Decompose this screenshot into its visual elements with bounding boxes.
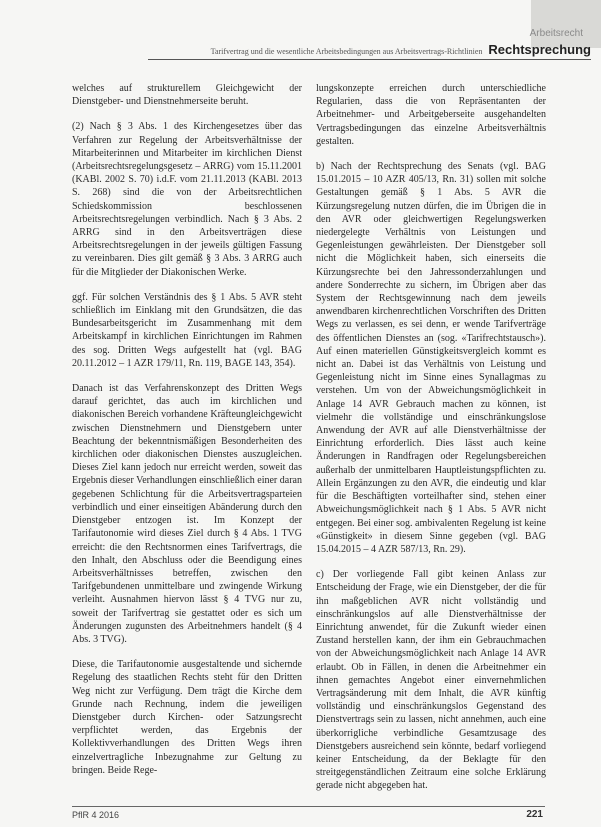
- paragraph: Diese, die Tarifautonomie ausgestaltende und sichernde Regelung des staatlichen Rechts steht für den Dritten Weg nicht zur Verfügung. Dem trägt die Kirche dem Grunde nach Rechnung, indem die jeweiligen Dienstgeber durch Kirchen- oder Satzungsrecht verpflichtet werden, das Ergebnis der Kollektivverhandlungen des Dritten Wegs ihren einzelvertragliche Inbezugnahme zur Geltung zu bringen. Beide Rege-: [72, 659, 302, 776]
- footer-rule: [72, 806, 545, 807]
- section-tab: [531, 0, 601, 48]
- paragraph: (2) Nach § 3 Abs. 1 des Kirchengesetzes über das Verfahren zur Regelung der Arbeitsverhältnisse der Mitarbeiterinnen und Mitarbeiter im kirchlichen Dienst (Arbeitsrechtsregelungsgesetz – ARRG) vom 15.11.2001 (KABl. 2002 S. 70) i.d.F. vom 21.11.2013 (KABl. 2013 S. 268) sind die von der Arbeitsrechtlichen Schiedskommission beschlossenen Arbeitsrechtsregelungen verbindlich. Nach § 3 Abs. 2 ARRG sind in den Arbeitsverträgen diese Arbeitsrechtsregelungen in der jeweils gültigen Fassung zu vereinbaren. Dies gilt gemäß § 3 Abs. 3 ARRG auch für die Mitglieder der Diakonischen Werke.: [72, 121, 302, 278]
- left-column: [72, 82, 302, 777]
- paragraph: c) Der vorliegende Fall gibt keinen Anlass zur Entscheidung der Frage, wie ein Dienstgeber, der die für ihn maßgeblichen AVR nicht vollständig und einschränkungslos auf alle Dienstverhältnisse der Einrichtung anwendet, für die Zukunft wieder einen Zustand herstellen kann, der ihm ein Gebrauchmachen von der Abweichungsmöglichkeit nach Anlage 14 AVR erlaubt. Ob in Fällen, in denen die Arbeitnehmer ein ihnen gemachtes Angebot einer einvernehmlichen Vertragsänderung mit dem Inhalt, die AVR künftig vollständig und einschränkungslos Gegenstand des Dienstvertrags sein zu lassen, nicht annehmen, auch eine überkorrigliche verbindliche Gesamtzusage des Dienstgebers ausreichend sein könnte, bedarf vorliegend keiner Entscheidung, da der Beklagte für den streitgegenständlichen Zeitraum eine solche Erklärung gerade nicht abgegeben hat.: [316, 569, 546, 792]
- page-number: 221: [526, 809, 543, 820]
- rubric-title: Rechtsprechung: [488, 42, 591, 57]
- paragraph: b) Nach der Rechtsprechung des Senats (vgl. BAG 15.01.2015 – 10 AZR 405/13, Rn. 31) sollen mit solche Gestaltungen gemäß § 1 Abs. 5 AVR die Kürzungsregelung nutzen dürfen, die im Übrigen die in den AVR oder gleichwertigen Regelungswerken niedergelegte Verhältnis von Leistungen und Gegenleistungen gewährleisten. Der Dienstgeber soll nicht die Möglichkeit haben, sich einerseits die Kürzungsrechte bei den Jahressonderzahlungen und andere Sonderrechte zu sichern, im Übrigen aber das System der Rechtsgewinnung nach dem jeweils anwendbaren kirchenrechtlichen Vorschriften des Dritten Wegs zu verlassen, es sei denn, er wende Tarifverträge des öffentlichen Dienstes an (sog. «Tarifrechtstausch»). Auf einen materiellen Günstigkeitsvergleich kommt es nicht an. Dabei ist das Verhältnis von Leistung und Gegenleistung nicht im Sinne eines Synallagmas zu verstehen. Um von der Abweichungsmöglichkeit in Anlage 14 AVR Gebrauch machen zu können, ist vielmehr die vollständige und einschränkungslose Anwendung der AVR auf alle Dienstverhältnisse der Einrichtung erforderlich. Dies lässt auch keine Änderungen in Randfragen oder Regelungsbereichen außerhalb der unmittelbaren Hauptleistungspflichten zu. Allein Ergänzungen zu den AVR, die eindeutig und klar für die Beschäftigten vorteilhafter sind, stehen einer Abweichungsmöglichkeit nach § 1 Abs. 5 AVR nicht entgegen. Bei einer sog. ambivalenten Regelung ist keine «Günstigkeit» in diesem Sinne gegeben (vgl. BAG 15.04.2015 – 4 AZR 587/13, Rn. 29).: [316, 161, 546, 555]
- section-label: Arbeitsrecht: [529, 28, 583, 39]
- running-header: [148, 42, 591, 60]
- running-title: Tarifvertrag und die wesentliche Arbeitsbedingungen aus Arbeitsvertrags-Richtlinien: [210, 47, 483, 56]
- paragraph: ggf. Für solchen Verständnis des § 1 Abs. 5 AVR steht schließlich im Einklang mit den Grundsätzen, die das Bundesarbeitsgericht im Zusammenhang mit dem Arbeitskampf in kirchlichen Einrichtungen im Rahmen des sog. Dritten Wegs aufgestellt hat (vgl. BAG 20.11.2012 – 1 AZR 179/11, Rn. 119, BAGE 143, 354).: [72, 291, 302, 369]
- paragraph: lungskonzepte erreichen durch unterschiedliche Regularien, dass die von Repräsentanten der Arbeitnehmer- und Arbeitgeberseite ausgehandelten Vertragsbedingungen das einzelne Arbeitsverhältnis gestalten.: [316, 83, 546, 147]
- paragraph: welches auf strukturellem Gleichgewicht der Dienstgeber- und Dienstnehmerseite beruht.: [72, 83, 302, 108]
- journal-reference: PflR 4 2016: [72, 810, 120, 820]
- paragraph: Danach ist das Verfahrenskonzept des Dritten Wegs darauf gerichtet, das auch im kirchlichen und diakonischen Bereich vorhandene Kräfteungleichgewicht zwischen Dienstnehmern und Dienstgebern unter Beachtung der bekenntnismäßigen Besonderheiten des kirchlichen oder diakonischen Dienstes auszugleichen. Dieses Ziel kann jedoch nur erreicht werden, soweit das Ergebnis dieser Verhandlungen einschließlich einer daran gegebenen Schlichtung für die Arbeitsvertragsparteien verbindlich und einer einseitigen Abänderung durch den Dienstgeber entzogen ist. Im Konzept der Tarifautonomie wird dieses Ziel durch § 4 Abs. 1 TVG erreicht: die den Rechtsnormen eines Tarifvertrags, die den Inhalt, den Abschluss oder die Beendigung eines Arbeitsverhältnisses betreffen, zwischen den Tarifgebundenen unmittelbare und zwingende Wirkung verleiht. Ausnahmen hiervon lässt § 4 TVG nur zu, soweit der Tarifvertrag sie gestattet oder es sich um Änderungen zugunsten des Arbeitnehmers handelt (§ 4 Abs. 3 TVG).: [72, 383, 302, 645]
- right-column: [316, 82, 546, 793]
